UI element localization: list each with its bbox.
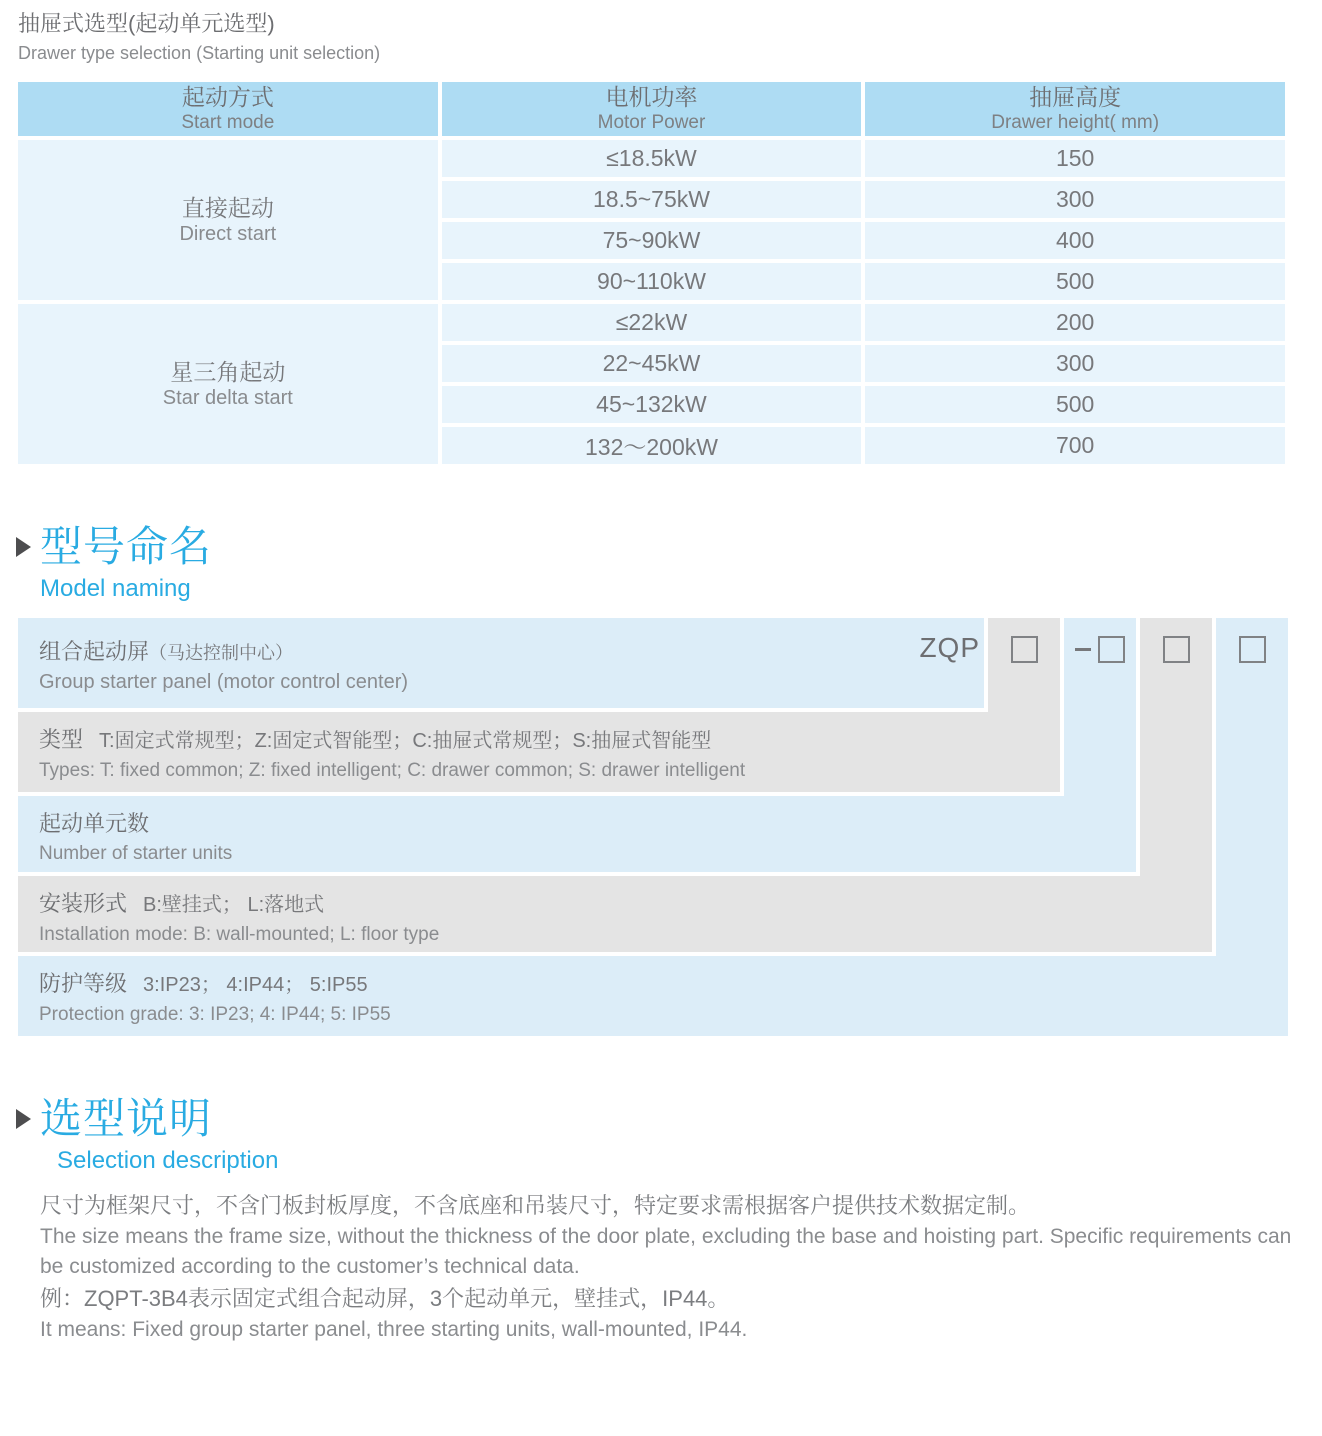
- band-types: [18, 712, 1060, 792]
- band1-cn-sub: （马达控制中心）: [149, 643, 294, 663]
- section-model-naming-heading: [16, 524, 212, 603]
- col-header-start-mode-en: Start mode: [181, 112, 275, 133]
- band2-en: Types: T: fixed common; Z: fixed intelligent; C: drawer common; S: drawer intelligent: [39, 760, 746, 781]
- height-cell: 200: [865, 304, 1285, 341]
- mode-star-delta-en: Star delta start: [162, 386, 293, 409]
- band1-cn: 组合起动屏: [39, 639, 150, 664]
- document-title-en: Drawer type selection (Starting unit selection): [18, 43, 381, 63]
- height-cell: 500: [865, 386, 1285, 423]
- mode-cell-direct-start: [18, 140, 438, 300]
- selection-description-heading-en: Selection description: [57, 1147, 279, 1174]
- col-header-motor-power: [442, 82, 862, 136]
- power-cell: ≤18.5kW: [442, 140, 862, 177]
- height-cell: 300: [865, 345, 1285, 382]
- band4-detail: B:壁挂式； L:落地式: [143, 894, 325, 916]
- description-line: 例：ZQPT-3B4表示固定式组合起动屏，3个起动单元，壁挂式，IP44。: [40, 1286, 730, 1311]
- placeholder-box-icon: [1239, 636, 1266, 663]
- height-cell: 400: [865, 222, 1285, 259]
- placeholder-box-icon: [1011, 636, 1038, 663]
- col-header-start-mode-cn: 起动方式: [181, 84, 274, 110]
- band5-cn: 防护等级: [39, 971, 128, 996]
- section-selection-description-heading: [16, 1096, 278, 1175]
- band4-en: Installation mode: B: wall-mounted; L: floor type: [39, 924, 440, 945]
- band-installation-mode: [18, 876, 1212, 952]
- placeholder-box-icon: [1163, 636, 1190, 663]
- height-cell: 700: [865, 427, 1285, 464]
- power-cell: 75~90kW: [442, 222, 862, 259]
- power-cell: 132～200kW: [442, 427, 862, 464]
- height-cell: 300: [865, 181, 1285, 218]
- model-digit-strip-2: [1064, 618, 1136, 796]
- model-digit-strip-1: [988, 618, 1060, 712]
- band5-detail: 3:IP23； 4:IP44； 5:IP55: [143, 974, 368, 996]
- mode-direct-en: Direct start: [179, 222, 277, 245]
- power-cell: 18.5~75kW: [442, 181, 862, 218]
- model-digit-strip-3: [1140, 618, 1212, 876]
- mode-star-delta-cn: 星三角起动: [170, 358, 286, 385]
- band3-en: Number of starter units: [39, 843, 233, 864]
- model-naming-heading-en: Model naming: [40, 575, 191, 602]
- mode-cell-star-delta-start: [18, 304, 438, 464]
- description-line: 尺寸为框架尺寸，不含门板封板厚度，不含底座和吊装尺寸，特定要求需根据客户提供技术数据定制。: [40, 1193, 1031, 1218]
- height-cell: 500: [865, 263, 1285, 300]
- col-header-motor-power-en: Motor Power: [597, 112, 706, 133]
- band4-cn: 安装形式: [39, 891, 128, 916]
- col-header-drawer-height-en: Drawer height( mm): [991, 112, 1160, 133]
- model-digit-strip-4: [1216, 618, 1288, 956]
- model-naming-diagram: [18, 618, 1288, 1036]
- model-naming-heading-cn: 型号命名: [40, 523, 213, 570]
- power-cell: 45~132kW: [442, 386, 862, 423]
- band5-en: Protection grade: 3: IP23; 4: IP44; 5: IP55: [39, 1004, 391, 1025]
- table-row: [18, 140, 1285, 177]
- height-cell: 150: [865, 140, 1285, 177]
- col-header-drawer-height-cn: 抽屉高度: [1029, 84, 1122, 110]
- band-protection-grade: [18, 956, 1288, 1036]
- description-line: It means: Fixed group starter panel, three starting units, wall-mounted, IP44.: [40, 1318, 748, 1341]
- band-number-of-starter-units: [18, 796, 1136, 872]
- section-bullet-triangle-icon: [16, 537, 31, 557]
- band1-en: Group starter panel (motor control center): [39, 671, 409, 693]
- table-row: [18, 304, 1285, 341]
- dash-icon: [1075, 648, 1091, 651]
- description-line: The size means the frame size, without the thickness of the door plate, excluding the base and hoisting part. Specific requirements can be customized according to the customer’s technical data.: [40, 1225, 1292, 1278]
- power-cell: 90~110kW: [442, 263, 862, 300]
- band2-detail: T:固定式常规型；Z:固定式智能型；C:抽屉式常规型；S:抽屉式智能型: [99, 730, 712, 752]
- drawer-selection-table: [14, 78, 1289, 468]
- power-cell: 22~45kW: [442, 345, 862, 382]
- band2-cn: 类型: [39, 727, 84, 752]
- power-cell: ≤22kW: [442, 304, 862, 341]
- section-bullet-triangle-icon: [16, 1109, 31, 1129]
- col-header-motor-power-cn: 电机功率: [605, 84, 698, 110]
- selection-description-heading-cn: 选型说明: [40, 1095, 213, 1142]
- document-title: [18, 10, 380, 65]
- col-header-start-mode: [18, 82, 438, 136]
- model-code: ZQP: [919, 632, 980, 663]
- placeholder-box-icon: [1098, 636, 1125, 663]
- mode-direct-cn: 直接起动: [181, 194, 274, 221]
- document-title-cn: 抽屉式选型(起动单元选型): [18, 11, 275, 36]
- col-header-drawer-height: [865, 82, 1285, 136]
- band3-cn: 起动单元数: [39, 811, 150, 836]
- selection-description-text: [40, 1190, 1292, 1346]
- band-group-starter-panel: [18, 618, 984, 708]
